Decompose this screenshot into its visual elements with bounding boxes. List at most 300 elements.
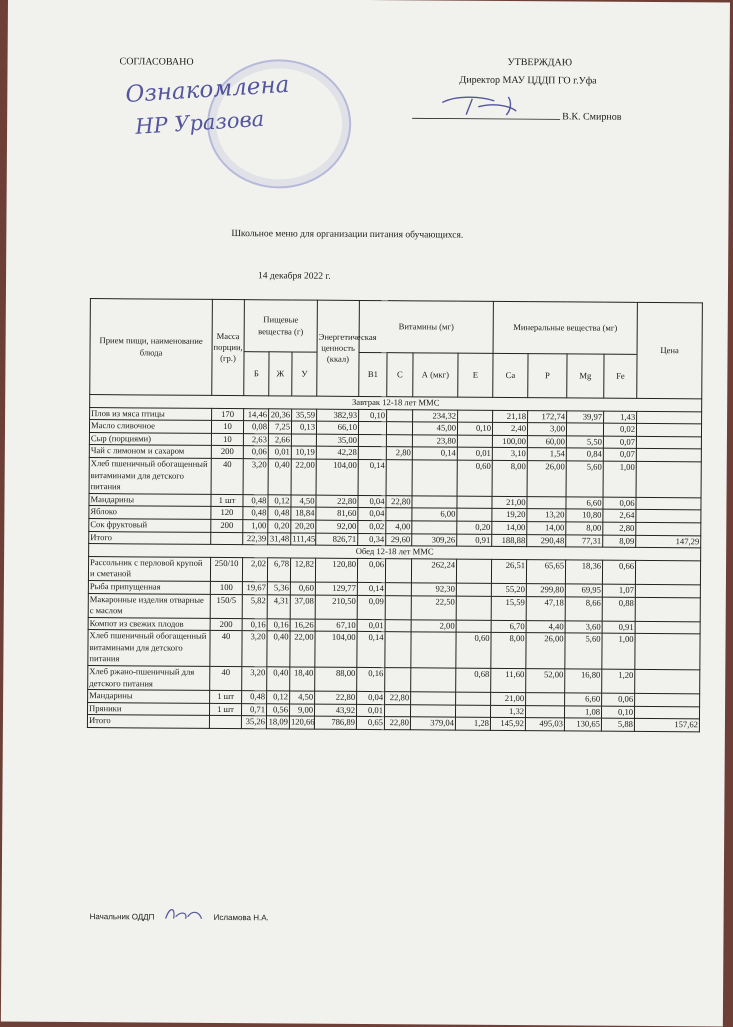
value-cell: 299,80 bbox=[526, 584, 565, 597]
value-cell: 0,04 bbox=[357, 692, 385, 705]
value-cell: 22,80 bbox=[385, 692, 411, 705]
value-cell: 5,60 bbox=[565, 633, 602, 669]
header-iron: Fe bbox=[604, 354, 637, 398]
header-energy: Энергетическая ценность (ккал) bbox=[317, 300, 360, 396]
value-cell: 22,80 bbox=[386, 495, 412, 508]
value-cell bbox=[635, 706, 700, 719]
value-cell: 0,06 bbox=[243, 446, 268, 459]
value-cell: 100 bbox=[210, 581, 242, 594]
value-cell: 120,66 bbox=[289, 716, 314, 729]
value-cell bbox=[209, 716, 241, 729]
value-cell: 130,65 bbox=[564, 718, 601, 731]
value-cell: 55,20 bbox=[491, 583, 526, 596]
value-cell: 200 bbox=[211, 519, 243, 532]
value-cell: 6,00 bbox=[412, 508, 457, 521]
header-vitamin-e: Е bbox=[458, 353, 493, 397]
menu-table bbox=[87, 298, 703, 732]
value-cell: 309,26 bbox=[412, 533, 457, 546]
value-cell: 10,80 bbox=[566, 509, 603, 522]
dish-name-cell: Масло сливочное bbox=[89, 420, 211, 433]
value-cell: 1,00 bbox=[602, 633, 635, 669]
value-cell bbox=[636, 522, 701, 535]
header-meal: Прием пищи, наименование блюда bbox=[90, 299, 213, 396]
value-cell: 23,80 bbox=[412, 435, 457, 448]
value-cell bbox=[412, 496, 457, 509]
value-cell: 22,39 bbox=[243, 532, 268, 545]
dish-name-cell: Мандарины bbox=[89, 493, 211, 506]
value-cell: 20,20 bbox=[291, 520, 316, 533]
value-cell: 45,00 bbox=[412, 422, 457, 435]
value-cell: 67,10 bbox=[315, 619, 357, 632]
value-cell: 0,40 bbox=[268, 459, 291, 495]
value-cell: 14,00 bbox=[492, 521, 527, 534]
value-cell: 15,59 bbox=[491, 596, 526, 620]
value-cell bbox=[526, 705, 565, 718]
value-cell: 2,80 bbox=[386, 447, 412, 460]
value-cell: 21,00 bbox=[492, 496, 527, 509]
value-cell: 210,50 bbox=[315, 595, 357, 619]
value-cell: 0,60 bbox=[456, 632, 491, 668]
value-cell: 26,00 bbox=[526, 633, 565, 669]
value-cell: 2,63 bbox=[243, 433, 268, 446]
value-cell: 0,10 bbox=[359, 409, 387, 422]
director-signature bbox=[412, 88, 562, 123]
value-cell: 6,70 bbox=[491, 620, 526, 633]
value-cell: 65,65 bbox=[526, 559, 565, 583]
dish-name-cell: Итого bbox=[87, 715, 209, 728]
header-calcium: Ca bbox=[493, 353, 528, 397]
section-title: Завтрак 12-18 лет ММС bbox=[90, 395, 702, 412]
value-cell: 0,16 bbox=[242, 618, 267, 631]
value-cell: 13,20 bbox=[527, 509, 566, 522]
value-cell: 10 bbox=[211, 433, 243, 446]
value-cell: 0,14 bbox=[357, 632, 385, 668]
section-title: Обед 12-18 лет ММС bbox=[89, 544, 701, 561]
value-cell bbox=[386, 508, 412, 521]
value-cell: 92,30 bbox=[411, 583, 456, 596]
document-page bbox=[1, 0, 730, 1026]
dish-name-cell: Компот из свежих плодов bbox=[88, 617, 210, 630]
value-cell: 5,36 bbox=[267, 582, 290, 595]
value-cell bbox=[358, 434, 386, 447]
value-cell: 0,04 bbox=[358, 495, 386, 508]
value-cell bbox=[456, 705, 491, 718]
value-cell: 382,93 bbox=[317, 409, 359, 422]
value-cell: 1,08 bbox=[565, 706, 602, 719]
value-cell: 4,50 bbox=[290, 691, 315, 704]
value-cell: 5,60 bbox=[566, 461, 603, 497]
director-name: В.К. Смирнов bbox=[562, 111, 622, 123]
dish-name-cell: Пряники bbox=[88, 702, 210, 715]
value-cell bbox=[527, 496, 566, 509]
value-cell: 0,09 bbox=[357, 595, 385, 619]
value-cell: 4,31 bbox=[267, 594, 290, 618]
value-cell bbox=[385, 619, 411, 632]
dish-name-cell: Сыр (порциями) bbox=[89, 432, 211, 445]
value-cell bbox=[636, 436, 701, 449]
value-cell: 0,07 bbox=[603, 449, 636, 462]
value-cell: 9,00 bbox=[289, 704, 314, 717]
value-cell: 3,00 bbox=[527, 423, 566, 436]
value-cell: 495,03 bbox=[525, 718, 564, 731]
value-cell: 379,04 bbox=[410, 717, 455, 730]
value-cell: 1 шт bbox=[211, 494, 243, 507]
value-cell bbox=[456, 559, 491, 583]
value-cell: 3,20 bbox=[243, 459, 268, 495]
value-cell bbox=[457, 435, 492, 448]
value-cell bbox=[211, 532, 243, 545]
value-cell bbox=[385, 595, 411, 619]
value-cell: 826,71 bbox=[316, 533, 358, 546]
value-cell: 6,60 bbox=[565, 693, 602, 706]
value-cell: 3,10 bbox=[492, 448, 527, 461]
menu-date: 14 декабря 2022 г. bbox=[258, 271, 331, 282]
value-cell: 0,16 bbox=[267, 618, 290, 631]
dish-name-cell: Хлеб пшеничный обогащенный витаминами для детского питания bbox=[89, 458, 211, 495]
value-cell bbox=[635, 669, 700, 694]
header-price: Цена bbox=[637, 302, 703, 398]
value-cell: 111,45 bbox=[291, 532, 316, 545]
value-cell bbox=[635, 621, 700, 634]
value-cell bbox=[411, 692, 456, 705]
value-cell: 2,66 bbox=[268, 434, 291, 447]
value-cell bbox=[412, 521, 457, 534]
value-cell: 0,06 bbox=[602, 693, 635, 706]
value-cell: 0,04 bbox=[358, 508, 386, 521]
value-cell: 0,01 bbox=[268, 446, 291, 459]
value-cell bbox=[636, 449, 701, 462]
value-cell bbox=[411, 632, 456, 668]
value-cell: 0,10 bbox=[457, 422, 492, 435]
value-cell: 0,14 bbox=[357, 582, 385, 595]
value-cell: 35,00 bbox=[316, 434, 358, 447]
value-cell: 0,12 bbox=[267, 691, 290, 704]
value-cell: 157,62 bbox=[634, 719, 699, 732]
header-vitamin-a: А (мкг) bbox=[413, 353, 458, 397]
value-cell bbox=[456, 620, 491, 633]
value-cell bbox=[385, 632, 411, 668]
value-cell: 1 шт bbox=[209, 703, 241, 716]
value-cell: 104,00 bbox=[316, 459, 358, 495]
value-cell bbox=[636, 461, 701, 497]
value-cell: 22,00 bbox=[291, 459, 316, 495]
value-cell: 0,48 bbox=[243, 494, 268, 507]
value-cell bbox=[385, 583, 411, 596]
value-cell bbox=[457, 508, 492, 521]
agreed-label: СОГЛАСОВАНО bbox=[119, 56, 194, 68]
value-cell: 69,95 bbox=[565, 584, 602, 597]
value-cell bbox=[637, 424, 702, 437]
value-cell: 52,00 bbox=[526, 669, 565, 693]
value-cell: 43,92 bbox=[315, 704, 357, 717]
value-cell: 22,00 bbox=[290, 631, 315, 667]
approve-label: УТВЕРЖДАЮ bbox=[507, 56, 573, 69]
value-cell: 10,19 bbox=[291, 446, 316, 459]
value-cell: 0,48 bbox=[243, 507, 268, 520]
value-cell: 22,50 bbox=[411, 595, 456, 620]
value-cell: 4,50 bbox=[291, 495, 316, 508]
value-cell: 92,00 bbox=[316, 520, 358, 533]
director-title: Директор МАУ ЦДДП ГО г.Уфа bbox=[459, 74, 597, 87]
value-cell: 3,20 bbox=[242, 631, 267, 667]
value-cell bbox=[635, 584, 700, 597]
value-cell: 4,00 bbox=[386, 521, 412, 534]
value-cell: 5,82 bbox=[242, 594, 267, 618]
value-cell bbox=[456, 692, 491, 705]
value-cell bbox=[566, 423, 603, 436]
value-cell: 19,20 bbox=[492, 509, 527, 522]
value-cell bbox=[411, 668, 456, 693]
value-cell: 40 bbox=[211, 458, 243, 494]
value-cell: 18,09 bbox=[266, 716, 289, 729]
header-fat: Ж bbox=[269, 352, 292, 396]
value-cell: 0,65 bbox=[356, 717, 384, 730]
value-cell: 129,77 bbox=[315, 582, 357, 595]
value-cell: 0,71 bbox=[241, 703, 266, 716]
value-cell: 145,92 bbox=[490, 718, 525, 731]
header-phosphorus: P bbox=[528, 354, 567, 398]
value-cell: 35,26 bbox=[241, 716, 266, 729]
value-cell: 2,40 bbox=[492, 423, 527, 436]
value-cell: 7,25 bbox=[268, 421, 291, 434]
value-cell: 12,82 bbox=[290, 558, 315, 582]
value-cell: 170 bbox=[212, 408, 244, 421]
value-cell bbox=[635, 560, 700, 585]
value-cell: 0,20 bbox=[457, 521, 492, 534]
value-cell: 0,12 bbox=[268, 495, 291, 508]
value-cell bbox=[456, 596, 491, 620]
value-cell: 250/10 bbox=[210, 557, 242, 581]
dish-name-cell: Хлеб ржано-пшеничный для детского питания bbox=[88, 666, 210, 691]
value-cell: 1,43 bbox=[604, 411, 637, 424]
value-cell bbox=[637, 411, 702, 424]
dish-name-cell: Рыба припущенная bbox=[88, 580, 210, 593]
value-cell: 0,02 bbox=[358, 520, 386, 533]
value-cell: 14,46 bbox=[244, 408, 269, 421]
header-nutrients: Пищевые вещества (г) bbox=[244, 300, 317, 353]
header-protein: Б bbox=[244, 352, 269, 396]
value-cell: 0,40 bbox=[267, 667, 290, 691]
value-cell: 1,07 bbox=[602, 584, 635, 597]
dish-name-cell: Сок фруктовый bbox=[89, 518, 211, 531]
value-cell: 1,54 bbox=[527, 448, 566, 461]
value-cell: 0,66 bbox=[602, 560, 635, 584]
value-cell: 0,48 bbox=[242, 691, 267, 704]
header-minerals: Минеральные вещества (мг) bbox=[493, 301, 637, 354]
value-cell: 0,08 bbox=[243, 421, 268, 434]
value-cell: 0,20 bbox=[268, 520, 291, 533]
header-vitamin-b1: B1 bbox=[359, 352, 387, 396]
header-magnesium: Mg bbox=[567, 354, 604, 398]
value-cell: 21,00 bbox=[491, 693, 526, 706]
value-cell: 0,91 bbox=[602, 621, 635, 634]
dish-name-cell: Чай с лимоном и сахаром bbox=[89, 445, 211, 458]
value-cell bbox=[386, 460, 412, 496]
value-cell: 172,74 bbox=[528, 410, 567, 423]
value-cell: 40 bbox=[210, 666, 242, 690]
value-cell: 35,59 bbox=[292, 409, 317, 422]
value-cell: 0,40 bbox=[267, 631, 290, 667]
header-vitamin-c: С bbox=[387, 353, 413, 397]
value-cell: 26,00 bbox=[527, 461, 566, 497]
value-cell: 3,60 bbox=[565, 621, 602, 634]
value-cell: 18,40 bbox=[290, 667, 315, 691]
value-cell: 16,80 bbox=[565, 669, 602, 693]
value-cell: 0,02 bbox=[603, 423, 636, 436]
value-cell: 786,89 bbox=[314, 717, 356, 730]
handwritten-note-line1: Ознакомлена bbox=[124, 71, 291, 108]
value-cell: 0,06 bbox=[603, 497, 636, 510]
dish-name-cell: Мандарины bbox=[88, 690, 210, 703]
value-cell: 8,09 bbox=[603, 535, 636, 548]
value-cell: 234,32 bbox=[413, 409, 458, 422]
value-cell: 262,24 bbox=[411, 559, 456, 584]
value-cell: 19,67 bbox=[242, 582, 267, 595]
value-cell: 16,26 bbox=[290, 619, 315, 632]
handwritten-note-line2: НР Уразова bbox=[134, 106, 265, 139]
value-cell bbox=[636, 497, 701, 510]
dish-name-cell: Яблоко bbox=[89, 506, 211, 519]
value-cell: 2,02 bbox=[242, 557, 267, 581]
value-cell: 18,36 bbox=[565, 560, 602, 584]
value-cell bbox=[386, 434, 412, 447]
header-carbs: У bbox=[292, 352, 317, 396]
value-cell: 1,28 bbox=[455, 718, 490, 731]
value-cell: 4,40 bbox=[526, 620, 565, 633]
value-cell: 0,14 bbox=[412, 447, 457, 460]
footer-name: Исламова Н.А. bbox=[213, 912, 269, 923]
value-cell: 81,60 bbox=[316, 507, 358, 520]
value-cell: 0,84 bbox=[566, 448, 603, 461]
value-cell: 0,60 bbox=[457, 460, 492, 496]
value-cell bbox=[526, 693, 565, 706]
value-cell bbox=[386, 422, 412, 435]
value-cell: 0,16 bbox=[357, 667, 385, 691]
value-cell: 6,78 bbox=[267, 558, 290, 582]
value-cell bbox=[457, 496, 492, 509]
value-cell: 0,34 bbox=[358, 533, 386, 546]
value-cell: 200 bbox=[210, 618, 242, 631]
document-title: Школьное меню для организации питания обучающихся. bbox=[231, 229, 464, 241]
value-cell: 0,48 bbox=[268, 507, 291, 520]
value-cell: 18,84 bbox=[291, 507, 316, 520]
value-cell: 47,18 bbox=[526, 596, 565, 620]
value-cell: 6,60 bbox=[566, 497, 603, 510]
value-cell: 0,14 bbox=[358, 459, 386, 495]
value-cell: 0,13 bbox=[291, 421, 316, 434]
value-cell: 0,60 bbox=[290, 582, 315, 595]
value-cell: 22,80 bbox=[384, 717, 410, 730]
value-cell: 42,28 bbox=[316, 447, 358, 460]
value-cell: 1,32 bbox=[491, 705, 526, 718]
value-cell: 0,06 bbox=[357, 558, 385, 582]
value-cell bbox=[291, 434, 316, 447]
value-cell bbox=[411, 705, 456, 718]
value-cell bbox=[635, 694, 700, 707]
dish-name-cell: Плов из мяса птицы bbox=[90, 407, 212, 420]
header-mass: Масса порции, (гр.) bbox=[212, 299, 245, 395]
value-cell: 8,00 bbox=[492, 460, 527, 496]
value-cell: 0,56 bbox=[266, 704, 289, 717]
value-cell: 200 bbox=[211, 446, 243, 459]
value-cell: 37,08 bbox=[290, 594, 315, 618]
footer-role: Начальник ОДДП bbox=[89, 912, 155, 922]
value-cell: 0,91 bbox=[457, 534, 492, 547]
value-cell: 22,80 bbox=[315, 691, 357, 704]
dish-name-cell: Хлеб пшеничный обогащенный витаминами для детского питания bbox=[88, 630, 210, 667]
value-cell: 39,97 bbox=[567, 410, 604, 423]
dish-name-cell: Итого bbox=[89, 531, 211, 544]
dish-name-cell: Рассольник с перловой крупой и сметаной bbox=[88, 556, 210, 581]
table-row bbox=[88, 630, 700, 670]
value-cell bbox=[412, 460, 457, 496]
value-cell: 2,80 bbox=[603, 522, 636, 535]
value-cell: 0,88 bbox=[602, 597, 635, 621]
value-cell: 3,20 bbox=[242, 667, 267, 691]
footer-signature bbox=[162, 903, 206, 925]
dish-name-cell: Макаронные изделия отварные с маслом bbox=[88, 593, 210, 618]
value-cell: 11,60 bbox=[491, 668, 526, 692]
value-cell: 0,10 bbox=[602, 706, 635, 719]
value-cell: 77,31 bbox=[566, 534, 603, 547]
value-cell: 150/5 bbox=[210, 594, 242, 618]
value-cell: 31,48 bbox=[268, 532, 291, 545]
value-cell bbox=[458, 410, 493, 423]
value-cell: 147,29 bbox=[636, 535, 701, 548]
value-cell bbox=[635, 634, 700, 670]
value-cell bbox=[358, 422, 386, 435]
value-cell: 66,10 bbox=[316, 421, 358, 434]
value-cell: 2,00 bbox=[411, 619, 456, 632]
value-cell bbox=[636, 510, 701, 523]
value-cell: 20,36 bbox=[269, 408, 292, 421]
value-cell bbox=[385, 704, 411, 717]
value-cell: 14,00 bbox=[527, 522, 566, 535]
value-cell bbox=[387, 409, 413, 422]
value-cell: 26,51 bbox=[491, 559, 526, 583]
value-cell bbox=[456, 583, 491, 596]
value-cell: 1 шт bbox=[210, 691, 242, 704]
value-cell: 5,50 bbox=[566, 436, 603, 449]
table-row bbox=[89, 458, 701, 498]
value-cell: 8,00 bbox=[566, 522, 603, 535]
value-cell: 88,00 bbox=[315, 667, 357, 691]
value-cell bbox=[385, 668, 411, 692]
value-cell: 0,01 bbox=[457, 448, 492, 461]
value-cell: 120 bbox=[211, 507, 243, 520]
value-cell: 8,00 bbox=[491, 633, 526, 669]
value-cell bbox=[358, 447, 386, 460]
value-cell: 0,07 bbox=[603, 436, 636, 449]
value-cell: 0,01 bbox=[357, 704, 385, 717]
value-cell bbox=[385, 558, 411, 582]
value-cell: 8,66 bbox=[565, 596, 602, 620]
value-cell: 104,00 bbox=[315, 631, 357, 667]
value-cell: 40 bbox=[210, 631, 242, 667]
value-cell: 21,18 bbox=[493, 410, 528, 423]
value-cell: 60,00 bbox=[527, 435, 566, 448]
value-cell: 5,88 bbox=[601, 719, 634, 732]
value-cell: 188,88 bbox=[492, 534, 527, 547]
value-cell: 1,20 bbox=[602, 669, 635, 693]
value-cell: 100,00 bbox=[492, 435, 527, 448]
value-cell: 2,64 bbox=[603, 509, 636, 522]
value-cell: 10 bbox=[211, 421, 243, 434]
value-cell: 0,01 bbox=[357, 619, 385, 632]
header-vitamins: Витамины (мг) bbox=[359, 300, 493, 353]
value-cell: 1,00 bbox=[603, 461, 636, 497]
value-cell bbox=[635, 597, 700, 622]
